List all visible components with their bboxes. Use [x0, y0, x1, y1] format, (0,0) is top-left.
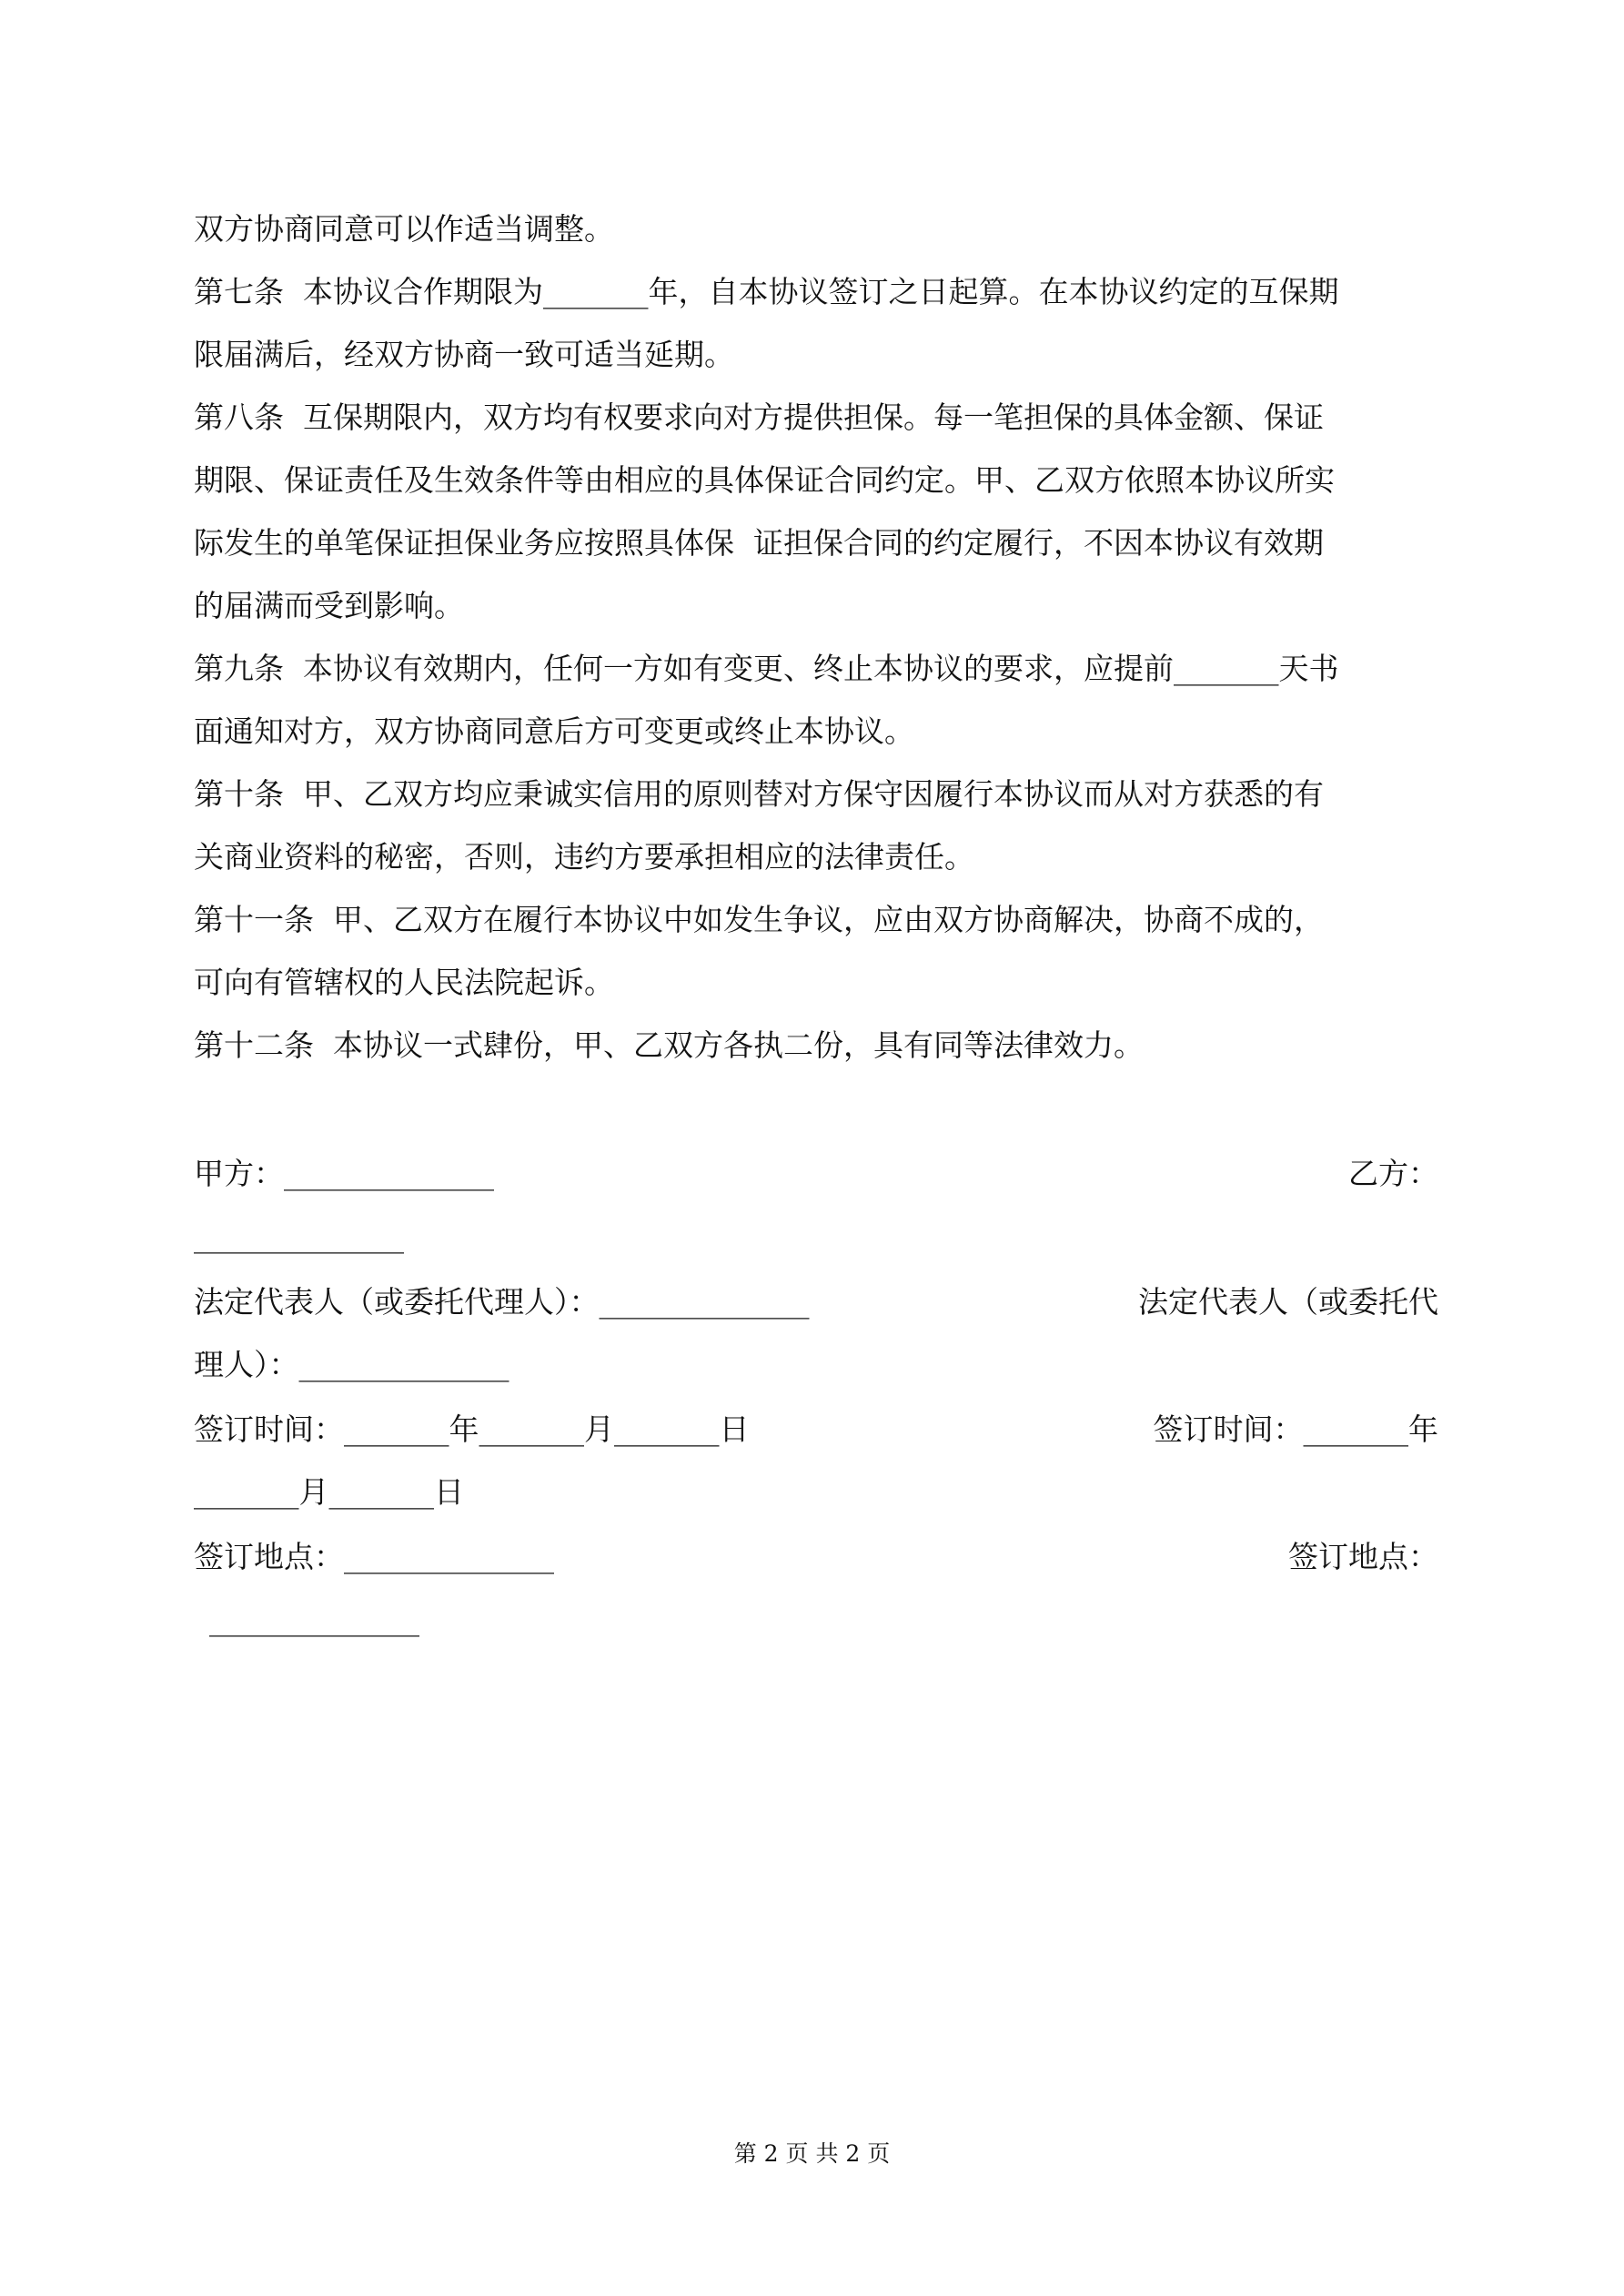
- article-8-line-2: 期限、保证责任及生效条件等由相应的具体保证合同约定。甲、乙双方依照本协议所实: [194, 462, 1335, 498]
- representative-b-label: 法定代表人（或委托代: [1138, 1284, 1438, 1320]
- sign-date-b-field: 签订时间：_______年: [1153, 1411, 1438, 1447]
- article-11-line-2: 可向有管辖权的人民法院起诉。: [194, 965, 614, 1000]
- article-7-line-2: 限届满后，经双方协商一致可适当延期。: [194, 337, 734, 372]
- sign-date-a-field: 签订时间：_______年_______月_______日: [194, 1411, 750, 1447]
- page-number-footer: 第 2 页 共 2 页: [733, 2140, 891, 2167]
- body-line: 双方协商同意可以作适当调整。: [194, 211, 614, 247]
- party-b-label: 乙方：: [1348, 1156, 1438, 1191]
- sign-date-b-continued: _______月_______日: [194, 1474, 464, 1510]
- article-12-line-1: 第十二条 本协议一式肆份，甲、乙双方各执二份，具有同等法律效力。: [194, 1027, 1144, 1063]
- party-b-blank: ______________: [194, 1219, 404, 1254]
- article-8-line-1: 第八条 互保期限内，双方均有权要求向对方提供担保。每一笔担保的具体金额、保证: [194, 400, 1324, 435]
- representative-a-field: 法定代表人（或委托代理人）：______________: [194, 1284, 810, 1320]
- party-a-field: 甲方：______________: [194, 1156, 494, 1191]
- article-8-line-3: 际发生的单笔保证担保业务应按照具体保 证担保合同的约定履行，不因本协议有效期: [194, 525, 1324, 561]
- article-10-line-2: 关商业资料的秘密，否则，违约方要承担相应的法律责任。: [194, 839, 974, 875]
- article-11-line-1: 第十一条 甲、乙双方在履行本协议中如发生争议，应由双方协商解决，协商不成的，: [194, 902, 1324, 937]
- sign-place-b-blank: ______________: [209, 1602, 419, 1637]
- article-10-line-1: 第十条 甲、乙双方均应秉诚实信用的原则替对方保守因履行本协议而从对方获悉的有: [194, 776, 1324, 812]
- article-7-line-1: 第七条 本协议合作期限为_______年，自本协议签订之日起算。在本协议约定的互保期: [194, 274, 1339, 309]
- article-9-line-2: 面通知对方，双方协商同意后方可变更或终止本协议。: [194, 713, 914, 749]
- article-8-line-4: 的届满而受到影响。: [194, 588, 464, 623]
- sign-place-a-field: 签订地点：______________: [194, 1539, 554, 1574]
- article-9-line-1: 第九条 本协议有效期内，任何一方如有变更、终止本协议的要求，应提前_______天书: [194, 651, 1339, 686]
- representative-b-field: 理人）：______________: [194, 1347, 509, 1382]
- sign-place-b-label: 签订地点：: [1288, 1539, 1438, 1574]
